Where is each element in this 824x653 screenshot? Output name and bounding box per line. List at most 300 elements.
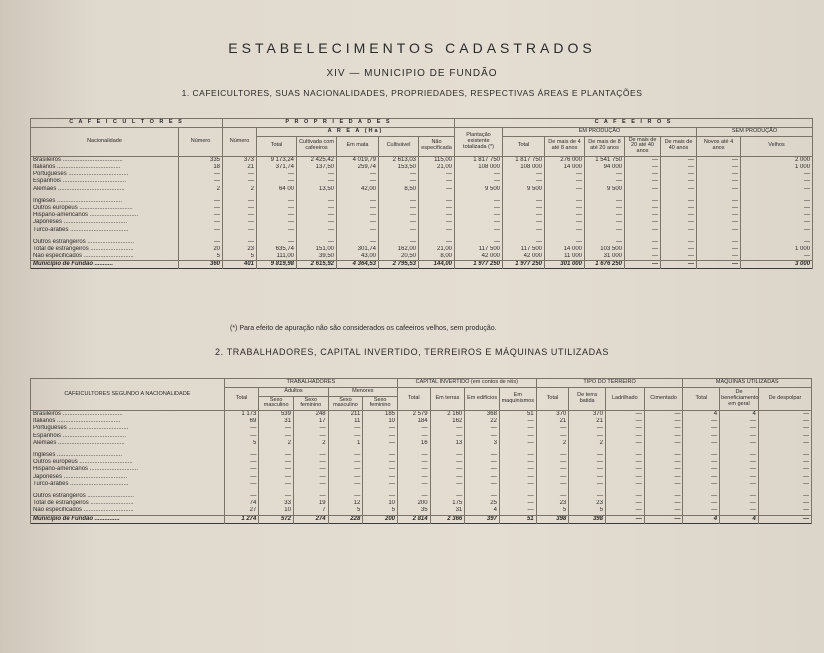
row-label: Portuguêses .................................... — [31, 425, 225, 432]
cell-value: — — [257, 198, 297, 205]
cell-value: — — [720, 440, 759, 447]
cell-value: — — [419, 205, 455, 212]
cell-value: — — [741, 227, 813, 234]
cell-value: 3 000 — [741, 261, 813, 269]
row-label: Brasileiros .................................... — [31, 156, 179, 164]
cell-value: 51 — [499, 515, 536, 523]
row-label: Espanhóis ...................................... — [31, 433, 225, 440]
row-label: Italianos ...................................... — [31, 164, 179, 171]
cell-value: 2 425,42 — [297, 156, 337, 164]
cell-value: — — [720, 466, 759, 473]
cell-value: — — [430, 425, 465, 432]
cell-value: 4 364,53 — [337, 261, 379, 269]
cell-value: 2 613,03 — [379, 156, 419, 164]
cell-value: — — [224, 466, 259, 473]
cell-value: — — [697, 253, 741, 261]
cell-value: 373 — [223, 156, 257, 164]
cell-value: — — [741, 239, 813, 246]
cell-value: — — [398, 425, 431, 432]
cell-value: — — [585, 212, 625, 219]
cell-value: — — [363, 474, 398, 481]
th-nao-especificada: Não especificada — [419, 136, 455, 156]
cell-value: 21 — [536, 418, 569, 425]
th2-adultos-fem: Sexo feminino — [293, 396, 328, 411]
table-row — [31, 452, 812, 459]
cell-value: — — [720, 493, 759, 500]
th2-adultos: Adultos — [259, 387, 328, 396]
cell-value: 42 000 — [503, 253, 545, 261]
row-label: Italianos ...................................... — [31, 418, 225, 425]
cell-value: 10 — [363, 418, 398, 425]
th-area: A R E A (Ha) — [257, 127, 455, 136]
cell-value: — — [720, 433, 759, 440]
cell-value: — — [328, 425, 363, 432]
cell-value: 1 173 — [224, 411, 259, 419]
table-row — [31, 212, 813, 219]
cell-value: — — [363, 466, 398, 473]
cell-value: — — [569, 425, 606, 432]
cell-value: — — [297, 178, 337, 185]
th2-ladrilhado: Ladrilhado — [605, 387, 644, 410]
cell-value: — — [337, 227, 379, 234]
cell-value: — — [605, 466, 644, 473]
cell-value: — — [605, 440, 644, 447]
cell-value: — — [644, 493, 683, 500]
cell-value: — — [379, 205, 419, 212]
cell-value: 398 — [569, 515, 606, 523]
cell-value: 335 — [179, 156, 223, 164]
table-cafeicultores-propriedades — [30, 118, 813, 269]
total-row — [31, 261, 813, 269]
cell-value: — — [536, 493, 569, 500]
cell-value: 11 000 — [545, 253, 585, 261]
cell-value: — — [379, 198, 419, 205]
cell-value: — — [585, 198, 625, 205]
cell-value: — — [297, 227, 337, 234]
th2-despolpar: De despolpar — [758, 387, 811, 410]
cell-value: — — [398, 466, 431, 473]
cell-value: — — [337, 171, 379, 178]
cell-value: 1 676 250 — [585, 261, 625, 269]
cell-value: — — [259, 425, 294, 432]
row-label: Município de Fundão ............... — [31, 515, 225, 523]
cell-value: — — [644, 500, 683, 507]
cell-value: — — [605, 474, 644, 481]
cell-value: — — [455, 198, 503, 205]
cell-value: — — [503, 239, 545, 246]
cell-value: — — [683, 493, 720, 500]
cell-value: — — [465, 433, 500, 440]
cell-value: — — [625, 219, 661, 226]
cell-value: — — [683, 418, 720, 425]
cell-value: — — [419, 227, 455, 234]
cell-value: — — [499, 481, 536, 488]
cell-value: — — [661, 178, 697, 185]
cell-value: — — [179, 205, 223, 212]
cell-value: — — [625, 246, 661, 253]
cell-value: 144,00 — [419, 261, 455, 269]
th2-capital: CAPITAL INVERTIDO (em contos de réis) — [398, 379, 537, 388]
cell-value: — — [661, 186, 697, 193]
cell-value: — — [605, 418, 644, 425]
row-label: Ingleses ....................................... — [31, 198, 179, 205]
cell-value: — — [297, 198, 337, 205]
cell-value: — — [337, 219, 379, 226]
cell-value: 151,00 — [297, 246, 337, 253]
cell-value: 11 — [328, 418, 363, 425]
cell-value: 17 — [293, 418, 328, 425]
cell-value: — — [297, 219, 337, 226]
cell-value: — — [379, 178, 419, 185]
cell-value: 301,74 — [337, 246, 379, 253]
cell-value: — — [499, 452, 536, 459]
cell-value: — — [223, 227, 257, 234]
cell-value: — — [465, 474, 500, 481]
cell-value: — — [569, 481, 606, 488]
cell-value: 64 00 — [257, 186, 297, 193]
cell-value: — — [741, 171, 813, 178]
cell-value: — — [661, 156, 697, 164]
table-row — [31, 219, 813, 226]
cell-value: 137,50 — [297, 164, 337, 171]
cell-value: — — [741, 212, 813, 219]
cell-value: — — [224, 474, 259, 481]
cell-value: 1 977 250 — [455, 261, 503, 269]
cell-value: — — [605, 425, 644, 432]
cell-value: — — [644, 418, 683, 425]
cell-value: — — [720, 507, 759, 515]
cell-value: — — [625, 239, 661, 246]
cell-value: — — [661, 246, 697, 253]
cell-value: 2 — [293, 440, 328, 447]
row-label: Total de estrangeiros .......................... — [31, 500, 225, 507]
cell-value: — — [499, 500, 536, 507]
cell-value: — — [545, 186, 585, 193]
footnote: (*) Para efeito de apuração não são considerados os cafeeiros velhos, sem produção. — [230, 325, 497, 332]
cell-value: — — [179, 178, 223, 185]
cell-value: — — [455, 205, 503, 212]
cell-value: 276 000 — [545, 156, 585, 164]
cell-value: 8,00 — [419, 253, 455, 261]
cell-value: — — [224, 425, 259, 432]
table-row — [31, 171, 813, 178]
cell-value: — — [337, 178, 379, 185]
cell-value: — — [644, 515, 683, 523]
cell-value: — — [661, 205, 697, 212]
cell-value: — — [545, 205, 585, 212]
cell-value: 301 000 — [545, 261, 585, 269]
table-row — [31, 493, 812, 500]
th-em-producao: EM PRODUÇÃO — [503, 127, 697, 136]
cell-value: — — [328, 474, 363, 481]
cell-value: — — [257, 227, 297, 234]
cell-value: — — [697, 212, 741, 219]
cell-value: — — [379, 239, 419, 246]
cell-value: 42 000 — [455, 253, 503, 261]
cell-value: — — [430, 493, 465, 500]
cell-value: — — [297, 239, 337, 246]
cell-value: — — [398, 493, 431, 500]
cell-value: — — [328, 493, 363, 500]
row-label: Alemães ........................................ — [31, 186, 179, 193]
row-label: Japonêses ...................................... — [31, 474, 225, 481]
cell-value: 117 500 — [503, 246, 545, 253]
th-cultivavel: Cultivável — [379, 136, 419, 156]
cell-value: — — [758, 466, 811, 473]
cell-value: — — [259, 433, 294, 440]
cell-value: — — [455, 227, 503, 234]
cell-value: 1 — [328, 440, 363, 447]
th2-terra-batida: De terra batida — [569, 387, 606, 410]
cell-value: — — [697, 205, 741, 212]
cell-value: — — [257, 205, 297, 212]
cell-value: — — [683, 433, 720, 440]
cell-value: — — [697, 219, 741, 226]
cell-value: 2 579 — [398, 411, 431, 419]
cell-value: — — [605, 433, 644, 440]
table-row — [31, 198, 813, 205]
cell-value: — — [536, 433, 569, 440]
cell-value: 370 — [569, 411, 606, 419]
table-row — [31, 253, 813, 261]
cell-value: — — [363, 493, 398, 500]
cell-value: — — [328, 452, 363, 459]
cell-value: — — [758, 452, 811, 459]
cell-value: — — [224, 459, 259, 466]
cell-value: — — [644, 452, 683, 459]
cell-value: 13,50 — [297, 186, 337, 193]
table-row — [31, 156, 813, 164]
cell-value: 572 — [259, 515, 294, 523]
cell-value: — — [503, 212, 545, 219]
cell-value: — — [625, 253, 661, 261]
cell-value: — — [605, 452, 644, 459]
row-label: Turco-árabes ................................... — [31, 481, 225, 488]
cell-value: 185 — [363, 411, 398, 419]
th2-menores-fem: Sexo feminino — [363, 396, 398, 411]
th2-cafeicultores: CAFEICULTORES SEGUNDO A NACIONALIDADE — [31, 379, 225, 411]
row-label: Espanhóis ...................................... — [31, 178, 179, 185]
cell-value: — — [661, 261, 697, 269]
cell-value: 23 — [536, 500, 569, 507]
cell-value: 23 — [569, 500, 606, 507]
th-sem-producao: SEM PRODUÇÃO — [697, 127, 813, 136]
cell-value: — — [741, 205, 813, 212]
cell-value: — — [625, 186, 661, 193]
cell-value: 401 — [223, 261, 257, 269]
th-numero-propriedades: Número — [223, 127, 257, 156]
section-1-heading: 1. CAFEICULTORES, SUAS NACIONALIDADES, PROPRIEDADES, RESPECTIVAS ÁREAS E PLANTAÇÕES — [181, 88, 643, 98]
cell-value: — — [758, 493, 811, 500]
cell-value: — — [328, 466, 363, 473]
cell-value: 184 — [398, 418, 431, 425]
cell-value: — — [661, 227, 697, 234]
th2-cap-total: Total — [398, 387, 431, 410]
cell-value: — — [337, 205, 379, 212]
cell-value: — — [455, 219, 503, 226]
cell-value: — — [293, 493, 328, 500]
cell-value: — — [223, 219, 257, 226]
cell-value: — — [223, 198, 257, 205]
cell-value: — — [644, 507, 683, 515]
cell-value: 9 819,98 — [257, 261, 297, 269]
cell-value: 111,00 — [257, 253, 297, 261]
cell-value: — — [499, 433, 536, 440]
cell-value: — — [536, 425, 569, 432]
cell-value: — — [419, 186, 455, 193]
cell-value: — — [720, 500, 759, 507]
cell-value: 211 — [328, 411, 363, 419]
th-novos: Novos até 4 anos — [697, 136, 741, 156]
cell-value: — — [419, 198, 455, 205]
cell-value: — — [625, 156, 661, 164]
cell-value: — — [697, 261, 741, 269]
cell-value: 5 — [328, 507, 363, 515]
cell-value: — — [465, 425, 500, 432]
cell-value: 259,74 — [337, 164, 379, 171]
cell-value: 5 — [569, 507, 606, 515]
cell-value: — — [259, 474, 294, 481]
cell-value: — — [661, 198, 697, 205]
table-row — [31, 507, 812, 515]
th2-maq-total: Total — [683, 387, 720, 410]
cell-value: — — [697, 198, 741, 205]
cell-value: — — [758, 507, 811, 515]
cell-value: — — [585, 205, 625, 212]
cell-value: 5 — [536, 507, 569, 515]
table-row — [31, 440, 812, 447]
cell-value: 4 — [683, 411, 720, 419]
cell-value: — — [257, 219, 297, 226]
table-row — [31, 411, 812, 419]
cell-value: 9 500 — [503, 186, 545, 193]
cell-value: 108 000 — [455, 164, 503, 171]
cell-value: 162,00 — [379, 246, 419, 253]
cell-value: 2 615,92 — [297, 261, 337, 269]
cell-value: 5 — [179, 253, 223, 261]
cell-value: — — [503, 178, 545, 185]
cell-value: 2 — [569, 440, 606, 447]
cell-value: — — [297, 171, 337, 178]
cell-value: — — [328, 481, 363, 488]
cell-value: — — [625, 205, 661, 212]
cell-value: — — [455, 178, 503, 185]
cell-value: — — [465, 466, 500, 473]
cell-value: — — [625, 261, 661, 269]
cell-value: — — [661, 219, 697, 226]
cell-value: — — [605, 493, 644, 500]
cell-value: 1 000 — [741, 246, 813, 253]
cell-value: — — [661, 239, 697, 246]
th2-ter-total: Total — [536, 387, 569, 410]
cell-value: — — [644, 425, 683, 432]
cell-value: 23 — [223, 246, 257, 253]
cell-value: — — [758, 440, 811, 447]
cell-value: — — [455, 212, 503, 219]
cell-value: — — [430, 474, 465, 481]
cell-value: — — [179, 198, 223, 205]
row-label: Município de Fundão ........... — [31, 261, 179, 269]
cell-value: — — [259, 466, 294, 473]
cell-value: — — [503, 219, 545, 226]
th2-em-edificios: Em edifícios — [465, 387, 500, 410]
cell-value: — — [465, 481, 500, 488]
cell-value: — — [224, 433, 259, 440]
cell-value: 4 — [683, 515, 720, 523]
cell-value: — — [625, 178, 661, 185]
cell-value: 398 — [536, 515, 569, 523]
row-label: Turco-árabes ................................... — [31, 227, 179, 234]
cell-value: 21,00 — [419, 164, 455, 171]
cell-value: 368 — [465, 411, 500, 419]
cell-value: — — [398, 474, 431, 481]
cell-value: — — [545, 227, 585, 234]
cell-value: — — [398, 452, 431, 459]
cell-value: — — [569, 474, 606, 481]
cell-value: — — [644, 466, 683, 473]
cell-value: — — [328, 433, 363, 440]
cell-value: — — [585, 171, 625, 178]
cell-value: — — [569, 433, 606, 440]
row-label: Japonêses ...................................... — [31, 219, 179, 226]
cell-value: — — [499, 474, 536, 481]
cell-value: — — [741, 198, 813, 205]
cell-value: — — [430, 481, 465, 488]
cell-value: — — [741, 219, 813, 226]
cell-value: — — [545, 171, 585, 178]
th-plantacao: Plantação existente totalizada (*) — [455, 127, 503, 156]
th-cafeeiros-total: Total — [503, 136, 545, 156]
cell-value: 7 — [293, 507, 328, 515]
cell-value: — — [697, 239, 741, 246]
cell-value: — — [758, 411, 811, 419]
cell-value: — — [683, 440, 720, 447]
cell-value: 12 — [328, 500, 363, 507]
cell-value: — — [499, 507, 536, 515]
cell-value: — — [644, 440, 683, 447]
cell-value: 370 — [536, 411, 569, 419]
table-row — [31, 178, 813, 185]
cell-value: — — [363, 425, 398, 432]
cell-value: — — [605, 459, 644, 466]
cell-value: 103 500 — [585, 246, 625, 253]
th-em-mata: Em mata — [337, 136, 379, 156]
cell-value: — — [430, 452, 465, 459]
cell-value: 175 — [430, 500, 465, 507]
cell-value: — — [536, 474, 569, 481]
th2-adultos-masc: Sexo masculino — [259, 396, 294, 411]
th2-beneficiamento: De beneficiamento em geral — [720, 387, 759, 410]
row-label: Portuguêses .................................... — [31, 171, 179, 178]
cell-value: 539 — [259, 411, 294, 419]
cell-value: — — [259, 493, 294, 500]
cell-value: — — [337, 198, 379, 205]
cell-value: — — [503, 171, 545, 178]
cell-value: 228 — [328, 515, 363, 523]
cell-value: — — [545, 178, 585, 185]
th-cafeicultores: C A F E I C U L T O R E S — [31, 119, 223, 128]
th-40-anos: De mais de 40 anos — [661, 136, 697, 156]
cell-value: 4 — [720, 411, 759, 419]
cell-value: — — [328, 459, 363, 466]
cell-value: 16 — [398, 440, 431, 447]
row-label: Outros europeus ................................ — [31, 459, 225, 466]
cell-value: — — [337, 212, 379, 219]
cell-value: 1 541 750 — [585, 156, 625, 164]
cell-value: 1 817 750 — [455, 156, 503, 164]
row-label: Total de estrangeiros .......................... — [31, 246, 179, 253]
cell-value: — — [503, 227, 545, 234]
